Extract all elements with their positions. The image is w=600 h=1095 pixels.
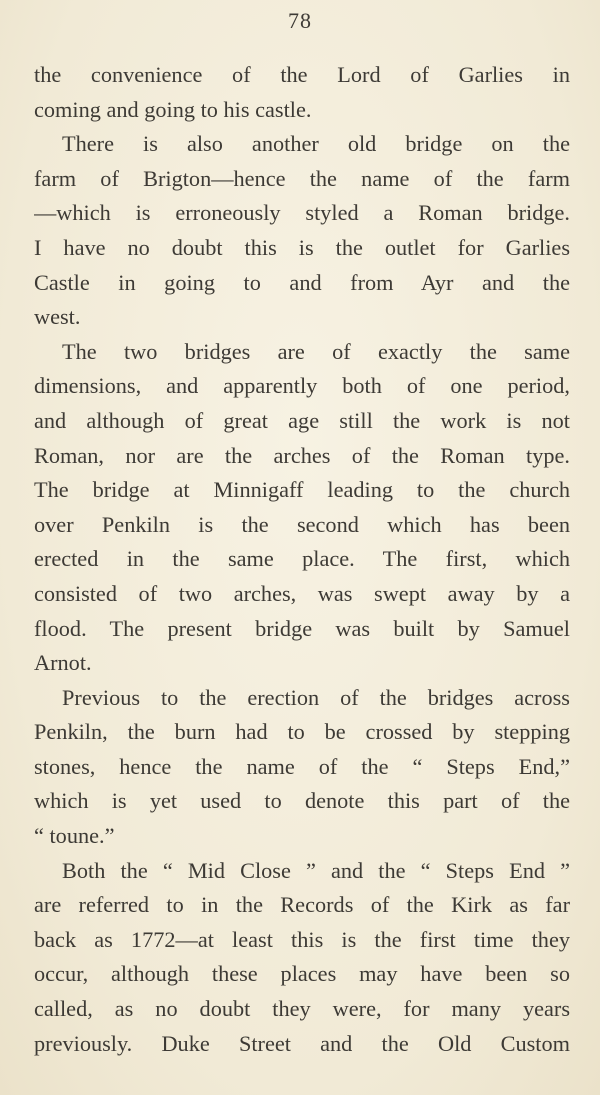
text-line: There is also another old bridge on the: [62, 131, 570, 157]
text-line: previously. Duke Street and the Old Custom: [34, 1030, 570, 1056]
page-number: 78: [288, 8, 312, 33]
text-line: back as 1772—at least this is the first time they: [34, 926, 570, 952]
text-line: west.: [34, 304, 81, 330]
text-line: Roman, nor are the arches of the Roman type.: [34, 442, 570, 468]
text-line: —which is erroneously styled a Roman bridge.: [34, 200, 570, 226]
body-text: [34, 58, 570, 1061]
text-line: erected in the same place. The first, which: [34, 546, 570, 572]
text-line: occur, although these places may have been so: [34, 961, 570, 987]
text-line: and although of great age still the work is not: [34, 407, 570, 433]
text-line: flood. The present bridge was built by Samuel: [34, 615, 570, 641]
text-line: dimensions, and apparently both of one period,: [34, 373, 570, 399]
text-line: farm of Brigton—hence the name of the farm: [34, 165, 570, 191]
text-line: The bridge at Minnigaff leading to the church: [34, 477, 570, 503]
text-line: stones, hence the name of the “ Steps End,”: [34, 753, 570, 779]
text-line: coming and going to his castle.: [34, 96, 312, 122]
text-line: consisted of two arches, was swept away by a: [34, 580, 570, 606]
text-line: called, as no doubt they were, for many years: [34, 996, 570, 1022]
text-line: the convenience of the Lord of Garlies in: [34, 62, 570, 87]
text-line: I have no doubt this is the outlet for Garlies: [34, 234, 570, 260]
text-line: Previous to the erection of the bridges across: [62, 684, 570, 710]
text-line: The two bridges are of exactly the same: [62, 338, 570, 364]
text-line: Both the “ Mid Close ” and the “ Steps End ”: [62, 857, 570, 883]
text-line: Penkiln, the burn had to be crossed by stepping: [34, 719, 570, 745]
text-line: over Penkiln is the second which has been: [34, 511, 570, 537]
text-line: Arnot.: [34, 650, 92, 676]
text-line: which is yet used to denote this part of the: [34, 788, 570, 814]
text-line: are referred to in the Records of the Kirk as far: [34, 892, 570, 918]
text-line: “ toune.”: [34, 823, 115, 849]
text-line: Castle in going to and from Ayr and the: [34, 269, 570, 295]
